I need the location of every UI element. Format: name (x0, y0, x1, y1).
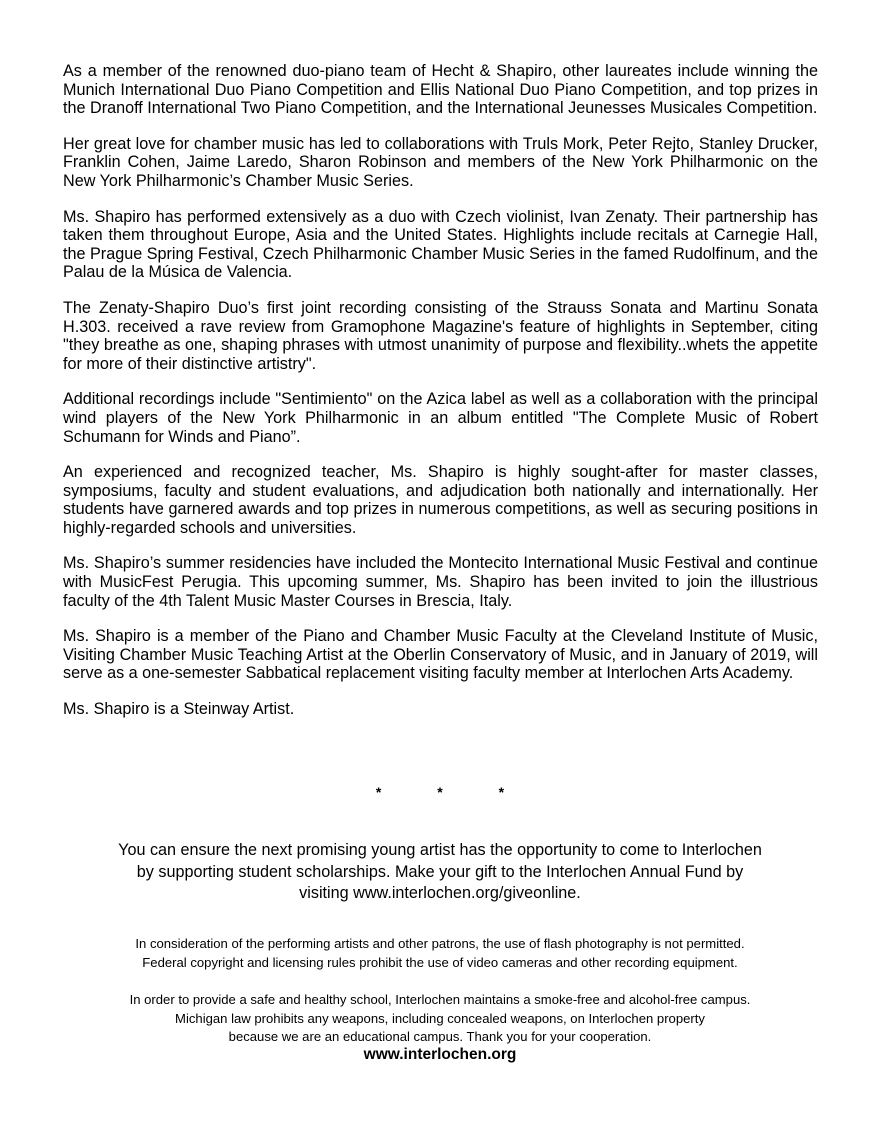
notice-line: In consideration of the performing artists and other patrons, the use of flash photography is not permitted. (135, 936, 745, 951)
bio-paragraph-teaching: An experienced and recognized teacher, Ms. Shapiro is highly sought-after for master classes, symposiums, faculty and student evaluations, and adjudication both nationally and internationally. Her students have garnered awards and top prizes in numerous competitions, as well as securing positions in highly-regarded schools and universities. (63, 463, 818, 537)
bio-paragraph-summer-residencies: Ms. Shapiro’s summer residencies have included the Montecito International Music Festival and continue with MusicFest Perugia. This upcoming summer, Ms. Shapiro has been invited to join the illustrious faculty of the 4th Talent Music Master Courses in Brescia, Italy. (63, 554, 818, 610)
separator-star: * (498, 784, 505, 800)
notice-line: because we are an educational campus. Thank you for your cooperation. (228, 1029, 652, 1044)
donation-appeal (40, 840, 840, 905)
separator-star: * (437, 784, 443, 800)
bio-paragraph-chamber-music: Her great love for chamber music has led to collaborations with Truls Mork, Peter Rejto, Stanley Drucker, Franklin Cohen, Jaime Laredo, Sharon Robinson and members of the New York Philharmonic on the New York Philharmonic’s Chamber Music Series. (63, 134, 818, 190)
bio-paragraph-additional-recordings: Additional recordings include "Sentimiento" on the Azica label as well as a collaboration with the principal wind players of the New York Philharmonic in an album entitled "The Complete Music of Robert Schumann for Winds and Piano”. (63, 390, 818, 446)
campus-policy-notice (40, 991, 840, 1047)
appeal-line: by supporting student scholarships. Make your gift to the Interlochen Annual Fund by (136, 862, 744, 881)
photography-notice (40, 935, 840, 972)
notice-line: Michigan law prohibits any weapons, including concealed weapons, on Interlochen property (175, 1010, 705, 1026)
bio-paragraph-duo-piano: As a member of the renowned duo-piano team of Hecht & Shapiro, other laureates include winning the Munich International Duo Piano Competition and Ellis National Duo Piano Competition, and top prizes in the Dranoff International Two Piano Competition, and the International Jeunesses Musicales Competition. (63, 62, 818, 118)
notice-line: In order to provide a safe and healthy school, Interlochen maintains a smoke-free and alcohol-free campus. (129, 992, 751, 1007)
appeal-line: You can ensure the next promising young artist has the opportunity to come to Interlochen (118, 841, 762, 859)
artist-biography (63, 62, 818, 719)
section-separator (0, 784, 880, 800)
bio-paragraph-zenaty-duo: Ms. Shapiro has performed extensively as a duo with Czech violinist, Ivan Zenaty. Their partnership has taken them throughout Europe, Asia and the United States. Highlights include recitals at Carnegie Hall, the Prague Spring Festival, Czech Philharmonic Chamber Music Series in the famed Rudolfinum, and the Palau de la Música de Valencia. (63, 207, 818, 282)
bio-paragraph-faculty: Ms. Shapiro is a member of the Piano and Chamber Music Faculty at the Cleveland Institute of Music, Visiting Chamber Music Teaching Artist at the Oberlin Conservatory of Music, and in January of 2019, will serve as a one-semester Sabbatical replacement visiting faculty member at Interlochen Arts Academy. (63, 627, 818, 683)
website-link[interactable]: www.interlochen.org (363, 1046, 517, 1063)
appeal-line: visiting www.interlochen.org/giveonline. (299, 884, 581, 902)
separator-star: * (375, 784, 382, 800)
bio-paragraph-recording-review: The Zenaty-Shapiro Duo’s first joint recording consisting of the Strauss Sonata and Martinu Sonata H.303. received a rave review from Gramophone Magazine's feature of highlights in September, citing "they breathe as one, shaping phrases with utmost unanimity of purpose and flexibility..whets the appetite for more of their distinctive artistry". (63, 298, 818, 373)
bio-paragraph-steinway: Ms. Shapiro is a Steinway Artist. (63, 700, 295, 719)
notice-line: Federal copyright and licensing rules prohibit the use of video cameras and other recording equipment. (142, 954, 738, 970)
